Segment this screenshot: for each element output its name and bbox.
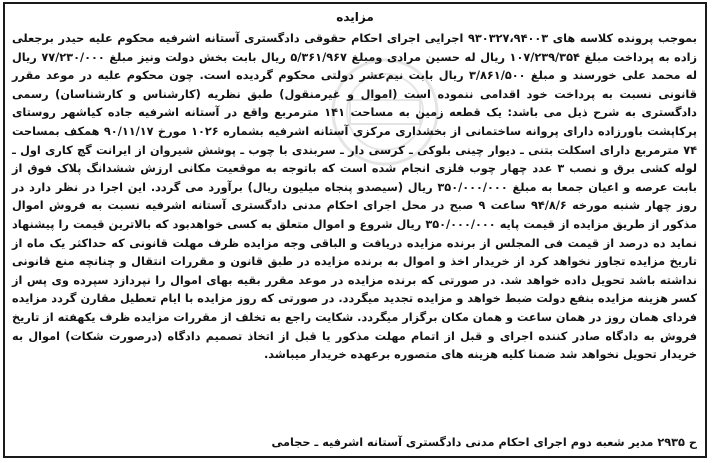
- notice-frame: [3, 2, 707, 458]
- notice-body: [12, 30, 697, 365]
- notice-body-paragraph: بموجب پرونده کلاسه های ۹۳۰۳۲۷،۹۴۰۰۳ اجرایی اجرای احکام حقوقی دادگستری آستانه اشرفیه محکوم علیه حیدر برجعلی زاده به پرداخت مبلغ ۱۰۷/۲۳۹/۳۵۴ ریال له حسین مرادی ومبلغ ۵/۳۶۱/۹۶۷ ریال بابت بخش دولت ونیز مبلغ ۷۷/۲۳۰/۰۰۰ ریال له محمد علی خورسند و مبلغ ۳/۸۶۱/۵۰۰ ریال بابت نیم‌عشر دولتی محکوم گردیده است. چون محکوم علیه در موعد مقرر قانونی نسبت به پرداخت خود اقدامی ننموده است (اموال و غیرمنقول) طبق نظریه (کارشناس و کارشناسان) رسمی دادگستری به شرح ذیل می باشد: یک قطعه زمین به مساحت ۱۴۱ مترمربع واقع در آستانه اشرفیه جاده کیاشهر روستای پرکاپشت باورزاده دارای پروانه ساختمانی از بخشداری مرکزی آستانه اشرفیه بشماره ۱۰۲۶ مورخ ۹۰/۱۱/۱۷ همکف بمساحت ۷۴ مترمربع دارای اسکلت بتنی ـ دیوار چینی بلوکی ـ کرسی دار ـ سربندی با چوب ـ پوشش شیروان از ایرانت گچ کاری اول ـ لوله کشی برق و نصب ۳ عدد چهار چوب فلزی انجام شده است که باتوجه به موقعیت مکانی ارزش ششدانگ پلاک فوق از بابت عرصه و اعیان جمعا به مبلغ ۳۵۰/۰۰۰/۰۰۰ ریال (سیصدو پنجاه میلیون ریال) برآورد می گردد. این اجرا در نظر دارد در روز چهار شنبه مورخه ۹۴/۸/۶ ساعت ۹ صبح در محل اجرای احکام مدنی دادگستری آستانه اشرفیه نسبت به فروش اموال مذکور از طریق مزایده از قیمت پایه ۳۵۰/۰۰۰/۰۰۰ ریال شروع و اموال متعلق به کسی خواهدبود که بالاترین قیمت را پیشنهاد نماید ده درصد از قیمت فی المجلس از برنده مزایده دریافت و الباقی وجه مزایده ظرف مهلت قانونی که حداکثر یک ماه از تاریخ مزایده تجاوز نخواهد کرد از خریدار اخذ و اموال به برنده مزایده در طبق قانون و مقررات انتقال و چنانچه منع قانونی نداشته باشد تحویل داده خواهد شد. در صورتی که برنده مزایده در موعد مقرر بقیه بهای اموال را نپردازد سپرده وی پس از کسر هزینه مزایده بنفع دولت ضبط خواهد و مزایده تجدید میگردد. در صورتی که روز مزایده با ایام تعطیل مقارن گردد مزایده فردای همان روز در همان ساعت و همان مکان برگزار میگردد. شکایت راجع به تخلف از مقررات مزایده ظرف یکهفته از تاریخ فروش به دادگاه صادر کننده اجرای و قبل از اتمام مهلت مذکور یا قبل از اتخاذ تصمیم دادگاه (درصورت شکات) اموال به خریدار تحویل نخواهد شد ضمنا کلیه هزینه های متصوره برعهده خریدار میباشد.: [12, 32, 698, 362]
- notice-footer-signature: ح ۲۹۳۵ مدیر شعبه دوم اجرای احکام مدنی دادگستری آستانه اشرفیه ـ حجامی: [271, 436, 697, 449]
- notice-title: مزایده: [336, 10, 374, 24]
